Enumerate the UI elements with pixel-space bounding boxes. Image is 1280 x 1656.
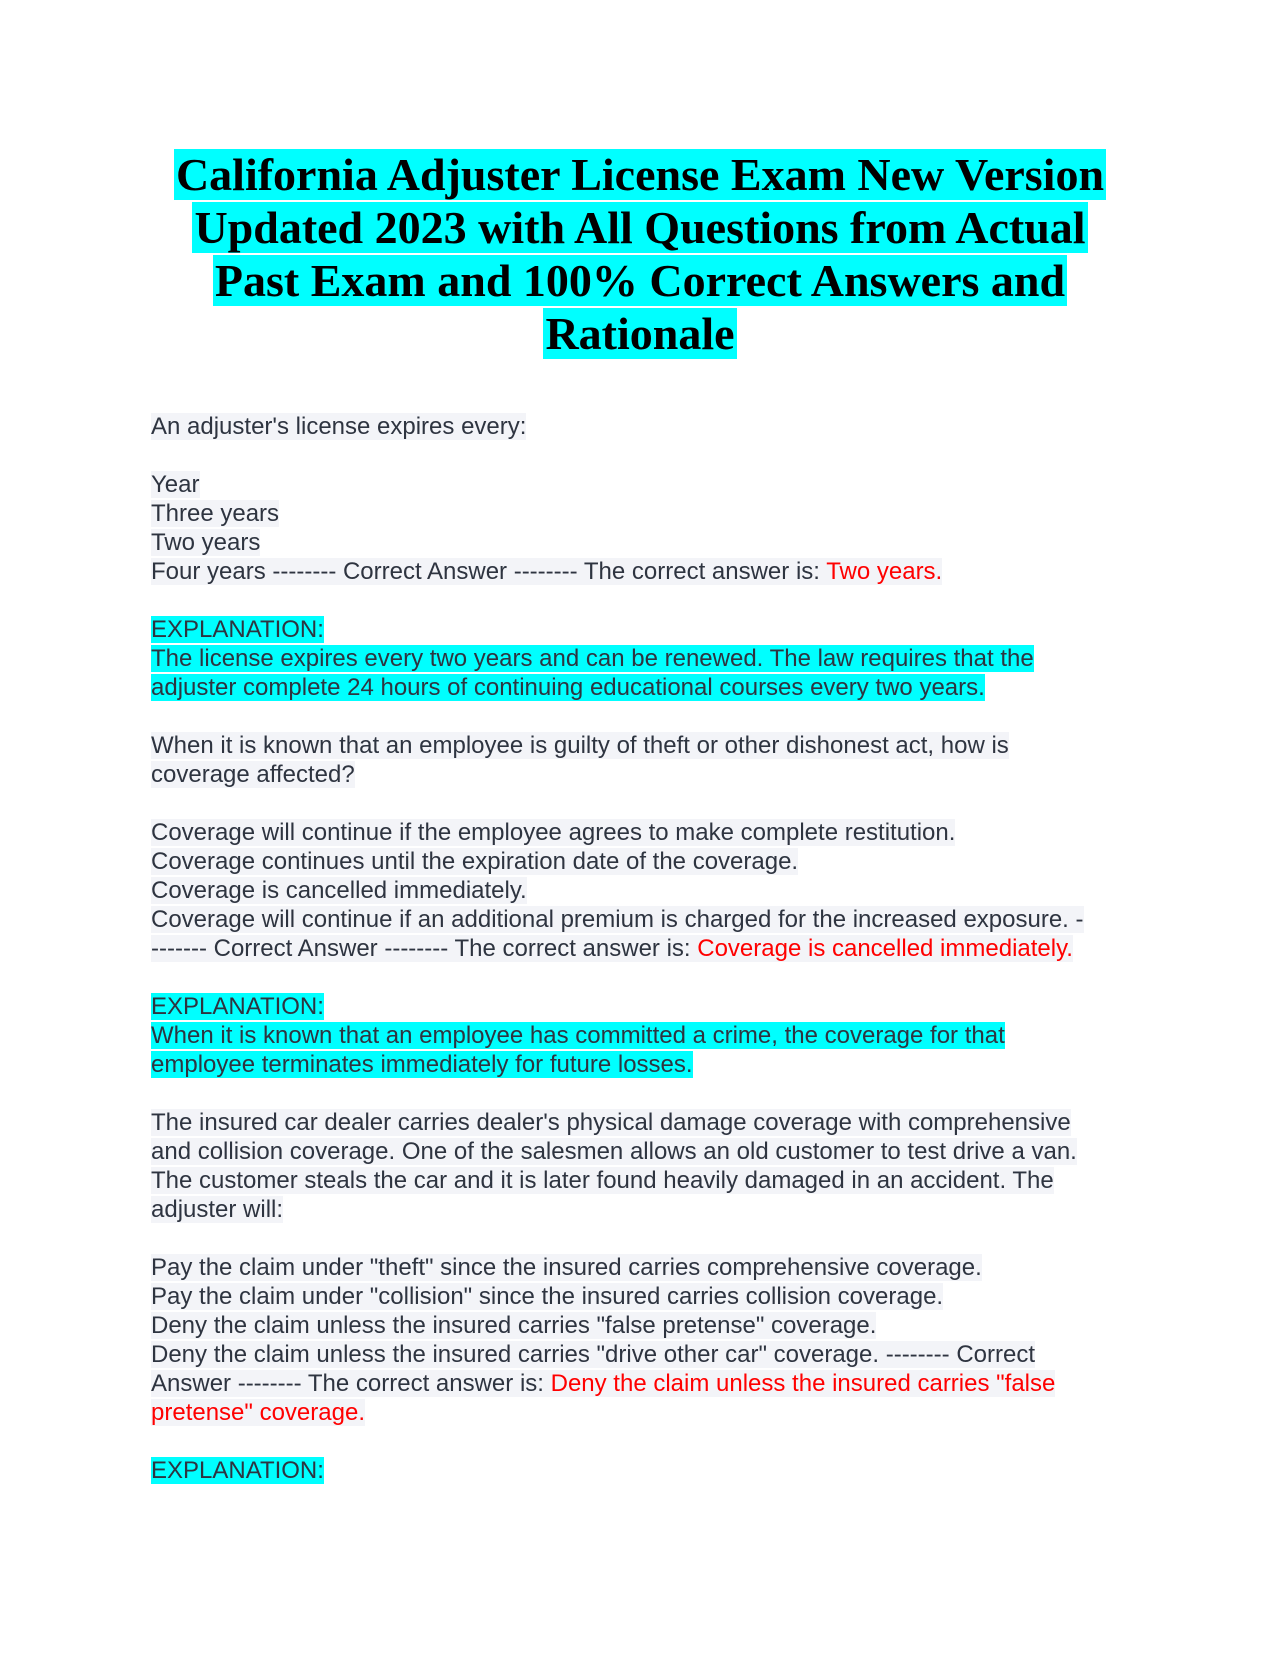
correct-answer-prefix: Answer -------- The correct answer is: (151, 1370, 551, 1397)
answer-line (151, 1370, 1055, 1397)
answer-option: Pay the claim under "theft" since the insured carries comprehensive coverage. (151, 1254, 982, 1281)
explanation-text: The license expires every two years and can be renewed. The law requires that the (151, 645, 1034, 672)
answer-option: Deny the claim unless the insured carries "drive other car" coverage. -------- Correct (151, 1341, 1035, 1368)
correct-answer: Coverage is cancelled immediately. (697, 935, 1073, 962)
question-text: The customer steals the car and it is later found heavily damaged in an accident. The (151, 1167, 1054, 1194)
document-title (140, 148, 1140, 360)
question-text: adjuster will: (151, 1196, 284, 1223)
title-line: California Adjuster License Exam New Version (175, 149, 1105, 200)
answer-option: Coverage will continue if the employee agrees to make complete restitution. (151, 819, 956, 846)
answer-option: Coverage continues until the expiration date of the coverage. (151, 848, 799, 875)
correct-answer: Two years. (826, 558, 943, 585)
answer-option: Pay the claim under "collision" since the insured carries collision coverage. (151, 1283, 944, 1310)
explanation-label: EXPLANATION: (151, 1457, 324, 1484)
answer-option (151, 558, 942, 585)
correct-answer-prefix: ------- Correct Answer -------- The correct answer is: (151, 935, 698, 962)
answer-option: Three years (151, 500, 280, 527)
explanation-label: EXPLANATION: (151, 616, 324, 643)
explanation-text: employee terminates immediately for future losses. (151, 1051, 693, 1078)
answer-line (151, 935, 1073, 962)
title-line: Updated 2023 with All Questions from Actual (194, 202, 1086, 253)
correct-answer: pretense" coverage. (151, 1399, 365, 1426)
title-line: Rationale (545, 308, 735, 359)
question-text: When it is known that an employee is guilty of theft or other dishonest act, how is (151, 732, 1009, 759)
explanation-text: When it is known that an employee has committed a crime, the coverage for that (151, 1022, 1005, 1049)
question-text: An adjuster's license expires every: (151, 413, 527, 440)
answer-option: Year (151, 471, 200, 498)
answer-option: Deny the claim unless the insured carries "false pretense" coverage. (151, 1312, 877, 1339)
question-text: coverage affected? (151, 761, 355, 788)
explanation-label: EXPLANATION: (151, 993, 324, 1020)
answer-option: Two years (151, 529, 261, 556)
correct-answer-prefix: Four years -------- Correct Answer -------- The correct answer is: (151, 558, 827, 585)
answer-option: Coverage will continue if an additional premium is charged for the increased exposure. - (151, 906, 1084, 933)
question-text: The insured car dealer carries dealer's physical damage coverage with comprehensive (151, 1109, 1071, 1136)
answer-option: Coverage is cancelled immediately. (151, 877, 527, 904)
document-body (151, 412, 1141, 1485)
correct-answer: Deny the claim unless the insured carries "false (550, 1370, 1056, 1397)
question-text: and collision coverage. One of the salesmen allows an old customer to test drive a van. (151, 1138, 1077, 1165)
title-line: Past Exam and 100% Correct Answers and (214, 255, 1066, 306)
explanation-text: adjuster complete 24 hours of continuing educational courses every two years. (151, 674, 985, 701)
